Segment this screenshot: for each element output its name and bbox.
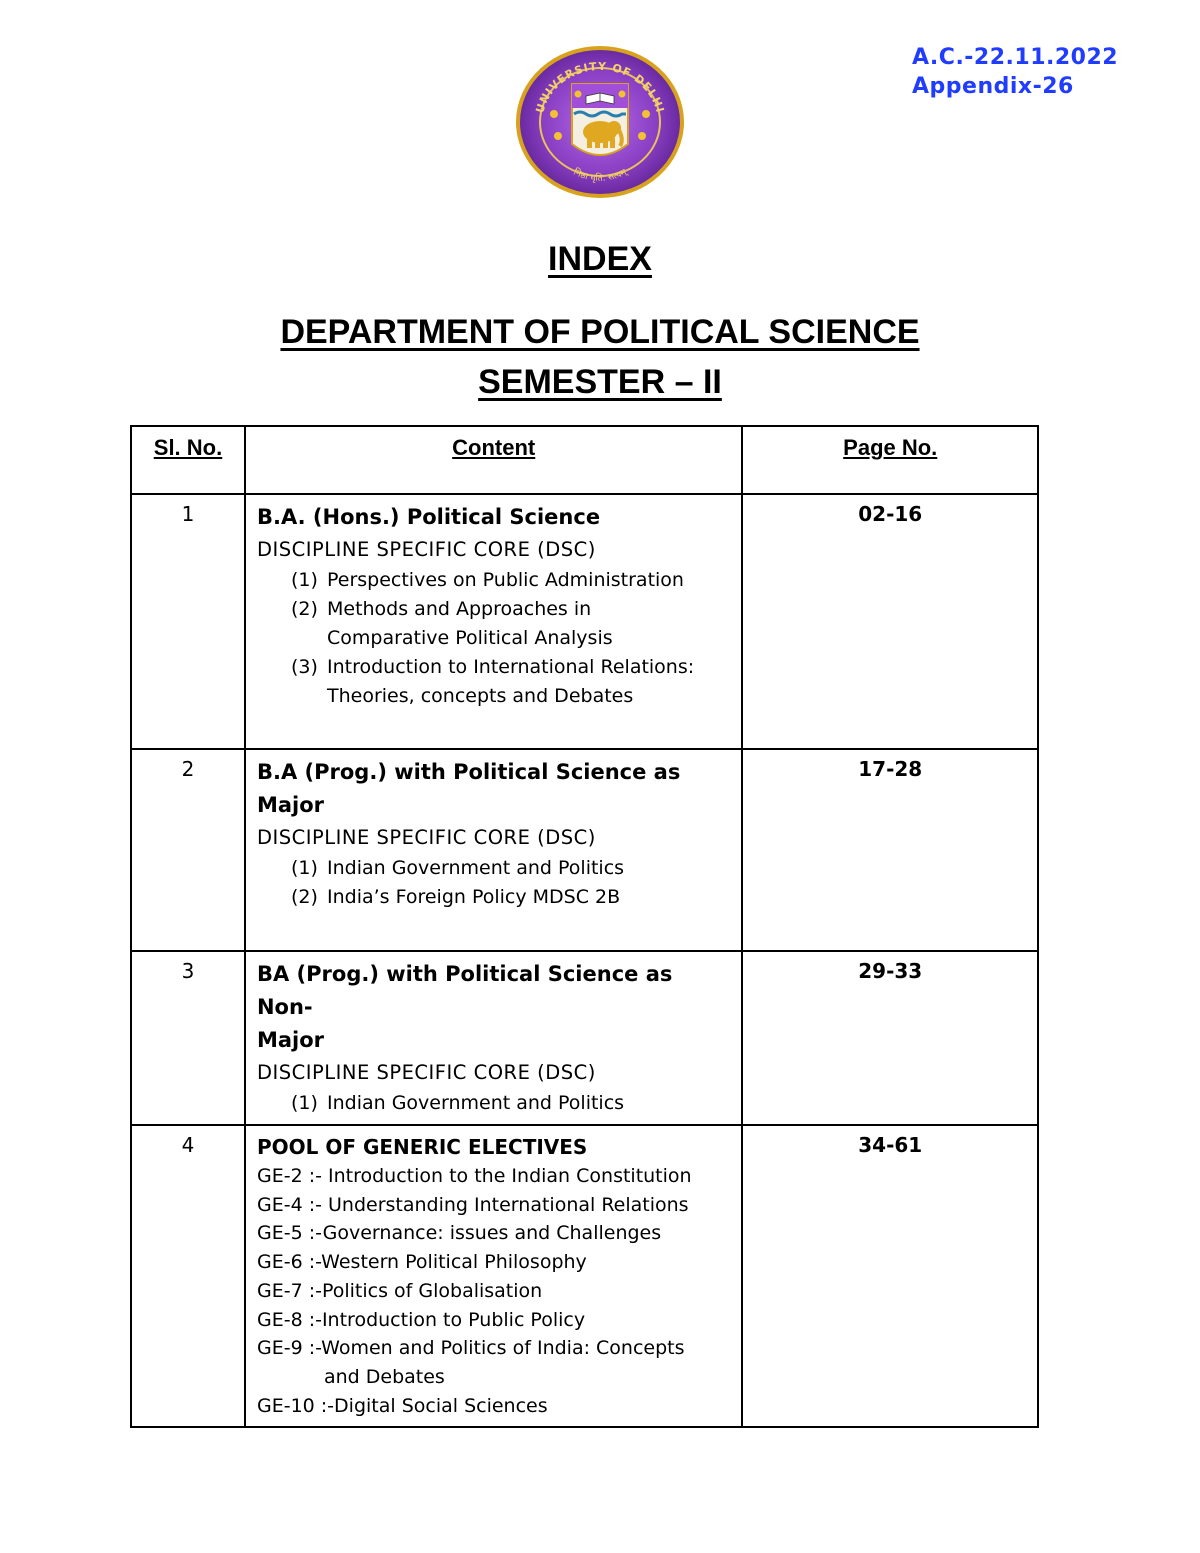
row-serial: 1 xyxy=(131,494,245,749)
list-item xyxy=(257,854,733,883)
table-row xyxy=(131,749,1038,951)
programme-title xyxy=(257,756,733,822)
header-cell-sl xyxy=(131,426,245,494)
table-header-row xyxy=(131,426,1038,494)
dsc-label: DISCIPLINE SPECIFIC CORE (DSC) xyxy=(256,1061,596,1084)
row-content xyxy=(245,494,742,749)
generic-electives-title: POOL OF GENERIC ELECTIVES xyxy=(256,1135,588,1159)
index-heading: INDEX xyxy=(548,240,652,278)
list-item: GE-7 :-Politics of Globalisation xyxy=(256,1279,543,1302)
reference-date: A.C.-22.11.2022 xyxy=(912,45,1119,70)
item-text: Methods and Approaches in xyxy=(326,598,592,620)
row-page-range: 34-61 xyxy=(742,1125,1038,1427)
table-row xyxy=(131,494,1038,749)
programme-title-line2: Major xyxy=(256,793,325,817)
programme-title: B.A. (Hons.) Political Science xyxy=(256,505,601,529)
item-number: (1) xyxy=(290,1092,318,1114)
dsc-label: DISCIPLINE SPECIFIC CORE (DSC) xyxy=(256,538,596,561)
list-item xyxy=(257,566,733,595)
programme-title-line1: B.A (Prog.) with Political Science as xyxy=(256,760,681,784)
reference-block xyxy=(912,43,1118,101)
item-number: (1) xyxy=(290,569,318,591)
row-page-range: 02-16 xyxy=(742,494,1038,749)
programme-title xyxy=(257,958,733,1057)
item-number: (3) xyxy=(290,656,318,678)
university-seal-logo xyxy=(514,44,686,200)
semester-heading: SEMESTER – II xyxy=(478,363,722,401)
item-text-continued: Comparative Political Analysis xyxy=(326,627,613,649)
item-number: (2) xyxy=(290,598,318,620)
list-item: GE-2 :- Introduction to the Indian Constitution xyxy=(256,1165,692,1187)
programme-title-line2: Major xyxy=(256,1028,325,1052)
course-list xyxy=(257,1089,733,1118)
index-table xyxy=(130,425,1039,1428)
row-serial: 2 xyxy=(131,749,245,951)
dsc-label: DISCIPLINE SPECIFIC CORE (DSC) xyxy=(256,826,596,849)
generic-electives-list xyxy=(257,1162,733,1420)
course-list xyxy=(257,566,733,711)
seal-bottom-text: निष्ठा धृति: सत्यम् xyxy=(571,167,629,184)
list-item: GE-6 :-Western Political Philosophy xyxy=(256,1251,587,1274)
list-item xyxy=(257,1089,733,1118)
table-row xyxy=(131,1125,1038,1427)
list-item: GE-9 :-Women and Politics of India: Concepts xyxy=(256,1337,685,1360)
row-content xyxy=(245,749,742,951)
row-content xyxy=(245,951,742,1125)
item-number: (1) xyxy=(290,857,318,879)
row-page-range: 29-33 xyxy=(742,951,1038,1125)
course-list xyxy=(257,854,733,912)
item-text: Perspectives on Public Administration xyxy=(326,569,684,591)
list-item xyxy=(257,883,733,912)
header-page-label: Page No. xyxy=(843,435,938,460)
item-text: Introduction to International Relations: xyxy=(326,656,695,678)
header-sl-label: Sl. No. xyxy=(153,435,223,460)
list-item: GE-8 :-Introduction to Public Policy xyxy=(256,1308,586,1331)
programme-title-line1: BA (Prog.) with Political Science as Non- xyxy=(256,962,673,1019)
list-item: GE-5 :-Governance: issues and Challenges xyxy=(256,1222,662,1245)
item-number: (2) xyxy=(290,886,318,908)
header-cell-content xyxy=(245,426,742,494)
list-item-continued: and Debates xyxy=(323,1365,445,1388)
table-row xyxy=(131,951,1038,1125)
list-item xyxy=(257,653,733,711)
list-item: GE-10 :-Digital Social Sciences xyxy=(256,1394,548,1417)
row-content xyxy=(245,1125,742,1427)
row-serial: 3 xyxy=(131,951,245,1125)
item-text: Indian Government and Politics xyxy=(326,1092,625,1114)
item-text: India’s Foreign Policy MDSC 2B xyxy=(326,886,621,908)
department-heading: DEPARTMENT OF POLITICAL SCIENCE xyxy=(280,313,920,351)
header-cell-page xyxy=(742,426,1038,494)
header-content-label: Content xyxy=(452,435,536,460)
seal-top-text: UNIVERSITY OF DELHI xyxy=(533,59,667,115)
list-item: GE-4 :- Understanding International Relations xyxy=(256,1193,689,1216)
item-text: Indian Government and Politics xyxy=(326,857,625,879)
row-serial: 4 xyxy=(131,1125,245,1427)
item-text-continued: Theories, concepts and Debates xyxy=(326,685,634,707)
row-page-range: 17-28 xyxy=(742,749,1038,951)
reference-appendix: Appendix-26 xyxy=(912,74,1074,99)
list-item xyxy=(257,595,733,653)
